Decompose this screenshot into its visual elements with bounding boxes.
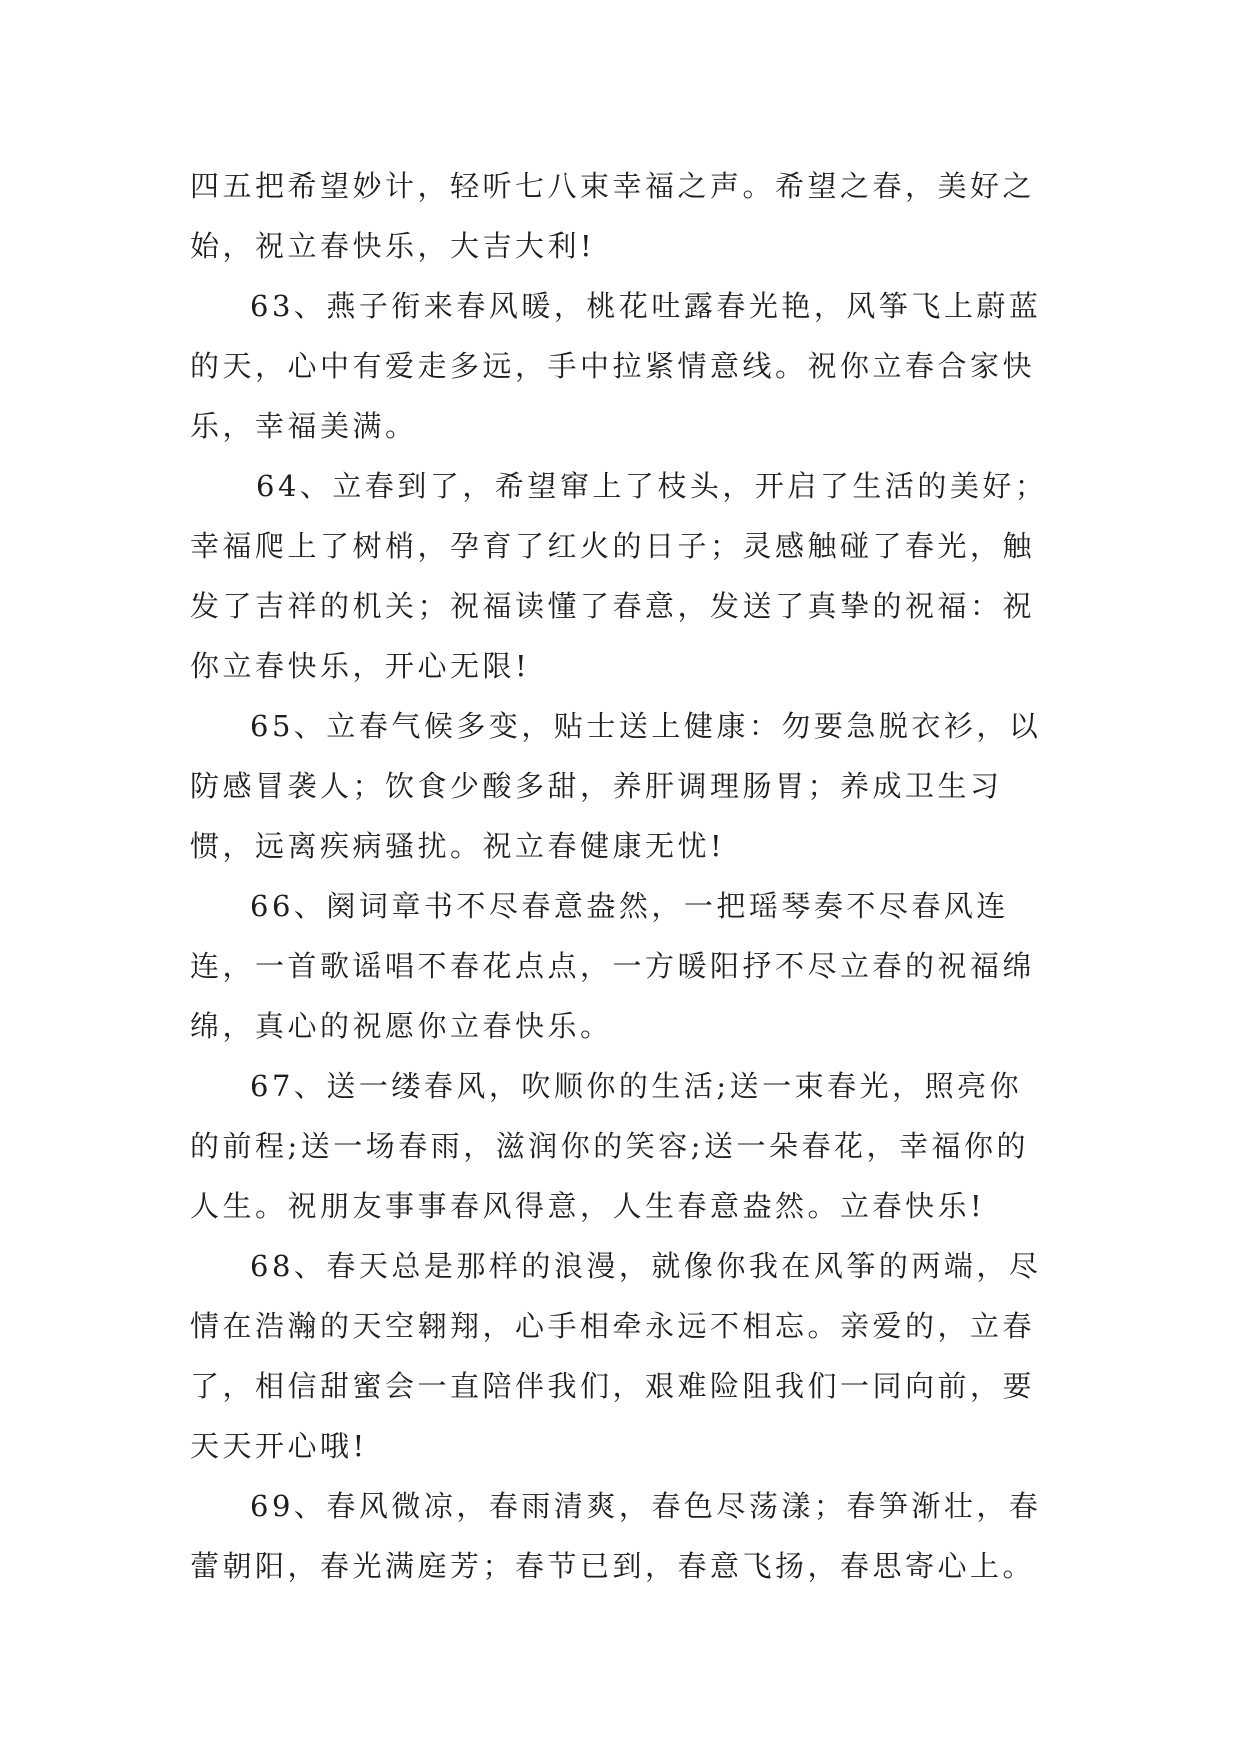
paragraph-63: 63、燕子衔来春风暖，桃花吐露春光艳，风筝飞上蔚蓝的天，心中有爱走多远，手中拉紧情意线。祝你立春合家快乐，幸福美满。	[190, 289, 1042, 443]
paragraph-68: 68、春天总是那样的浪漫，就像你我在风筝的两端，尽情在浩瀚的天空翱翔，心手相牵永远不相忘。亲爱的，立春了，相信甜蜜会一直陪伴我们，艰难险阻我们一同向前，要天天开心哦!	[190, 1249, 1042, 1463]
paragraph-66: 66、阕词章书不尽春意盎然，一把瑶琴奏不尽春风连连，一首歌谣唱不春花点点，一方暖阳抒不尽立春的祝福绵绵，真心的祝愿你立春快乐。	[190, 889, 1036, 1043]
paragraph-65: 65、立春气候多变，贴士送上健康：勿要急脱衣衫，以防感冒袭人；饮食少酸多甜，养肝调理肠胃；养成卫生习惯，远离疾病骚扰。祝立春健康无忧!	[190, 709, 1042, 863]
paragraph-continuation: 四五把希望妙计，轻听七八束幸福之声。希望之春，美好之始，祝立春快乐，大吉大利!	[190, 169, 1036, 263]
paragraph-69: 69、春风微凉，春雨清爽，春色尽荡漾；春笋渐壮，春蕾朝阳，春光满庭芳；春节已到，春意飞扬，春思寄心上。	[190, 1489, 1042, 1583]
paragraph-67: 67、送一缕春风，吹顺你的生活;送一束春光，照亮你的前程;送一场春雨，滋润你的笑容;送一朵春花，幸福你的人生。祝朋友事事春风得意，人生春意盎然。立春快乐!	[190, 1069, 1030, 1223]
paragraph-64: 64、立春到了，希望窜上了枝头，开启了生活的美好；幸福爬上了树梢，孕育了红火的日子；灵感触碰了春光，触发了吉祥的机关；祝福读懂了春意，发送了真挚的祝福：祝你立春快乐，开心无限!	[190, 469, 1048, 683]
document-body	[190, 156, 1050, 1596]
